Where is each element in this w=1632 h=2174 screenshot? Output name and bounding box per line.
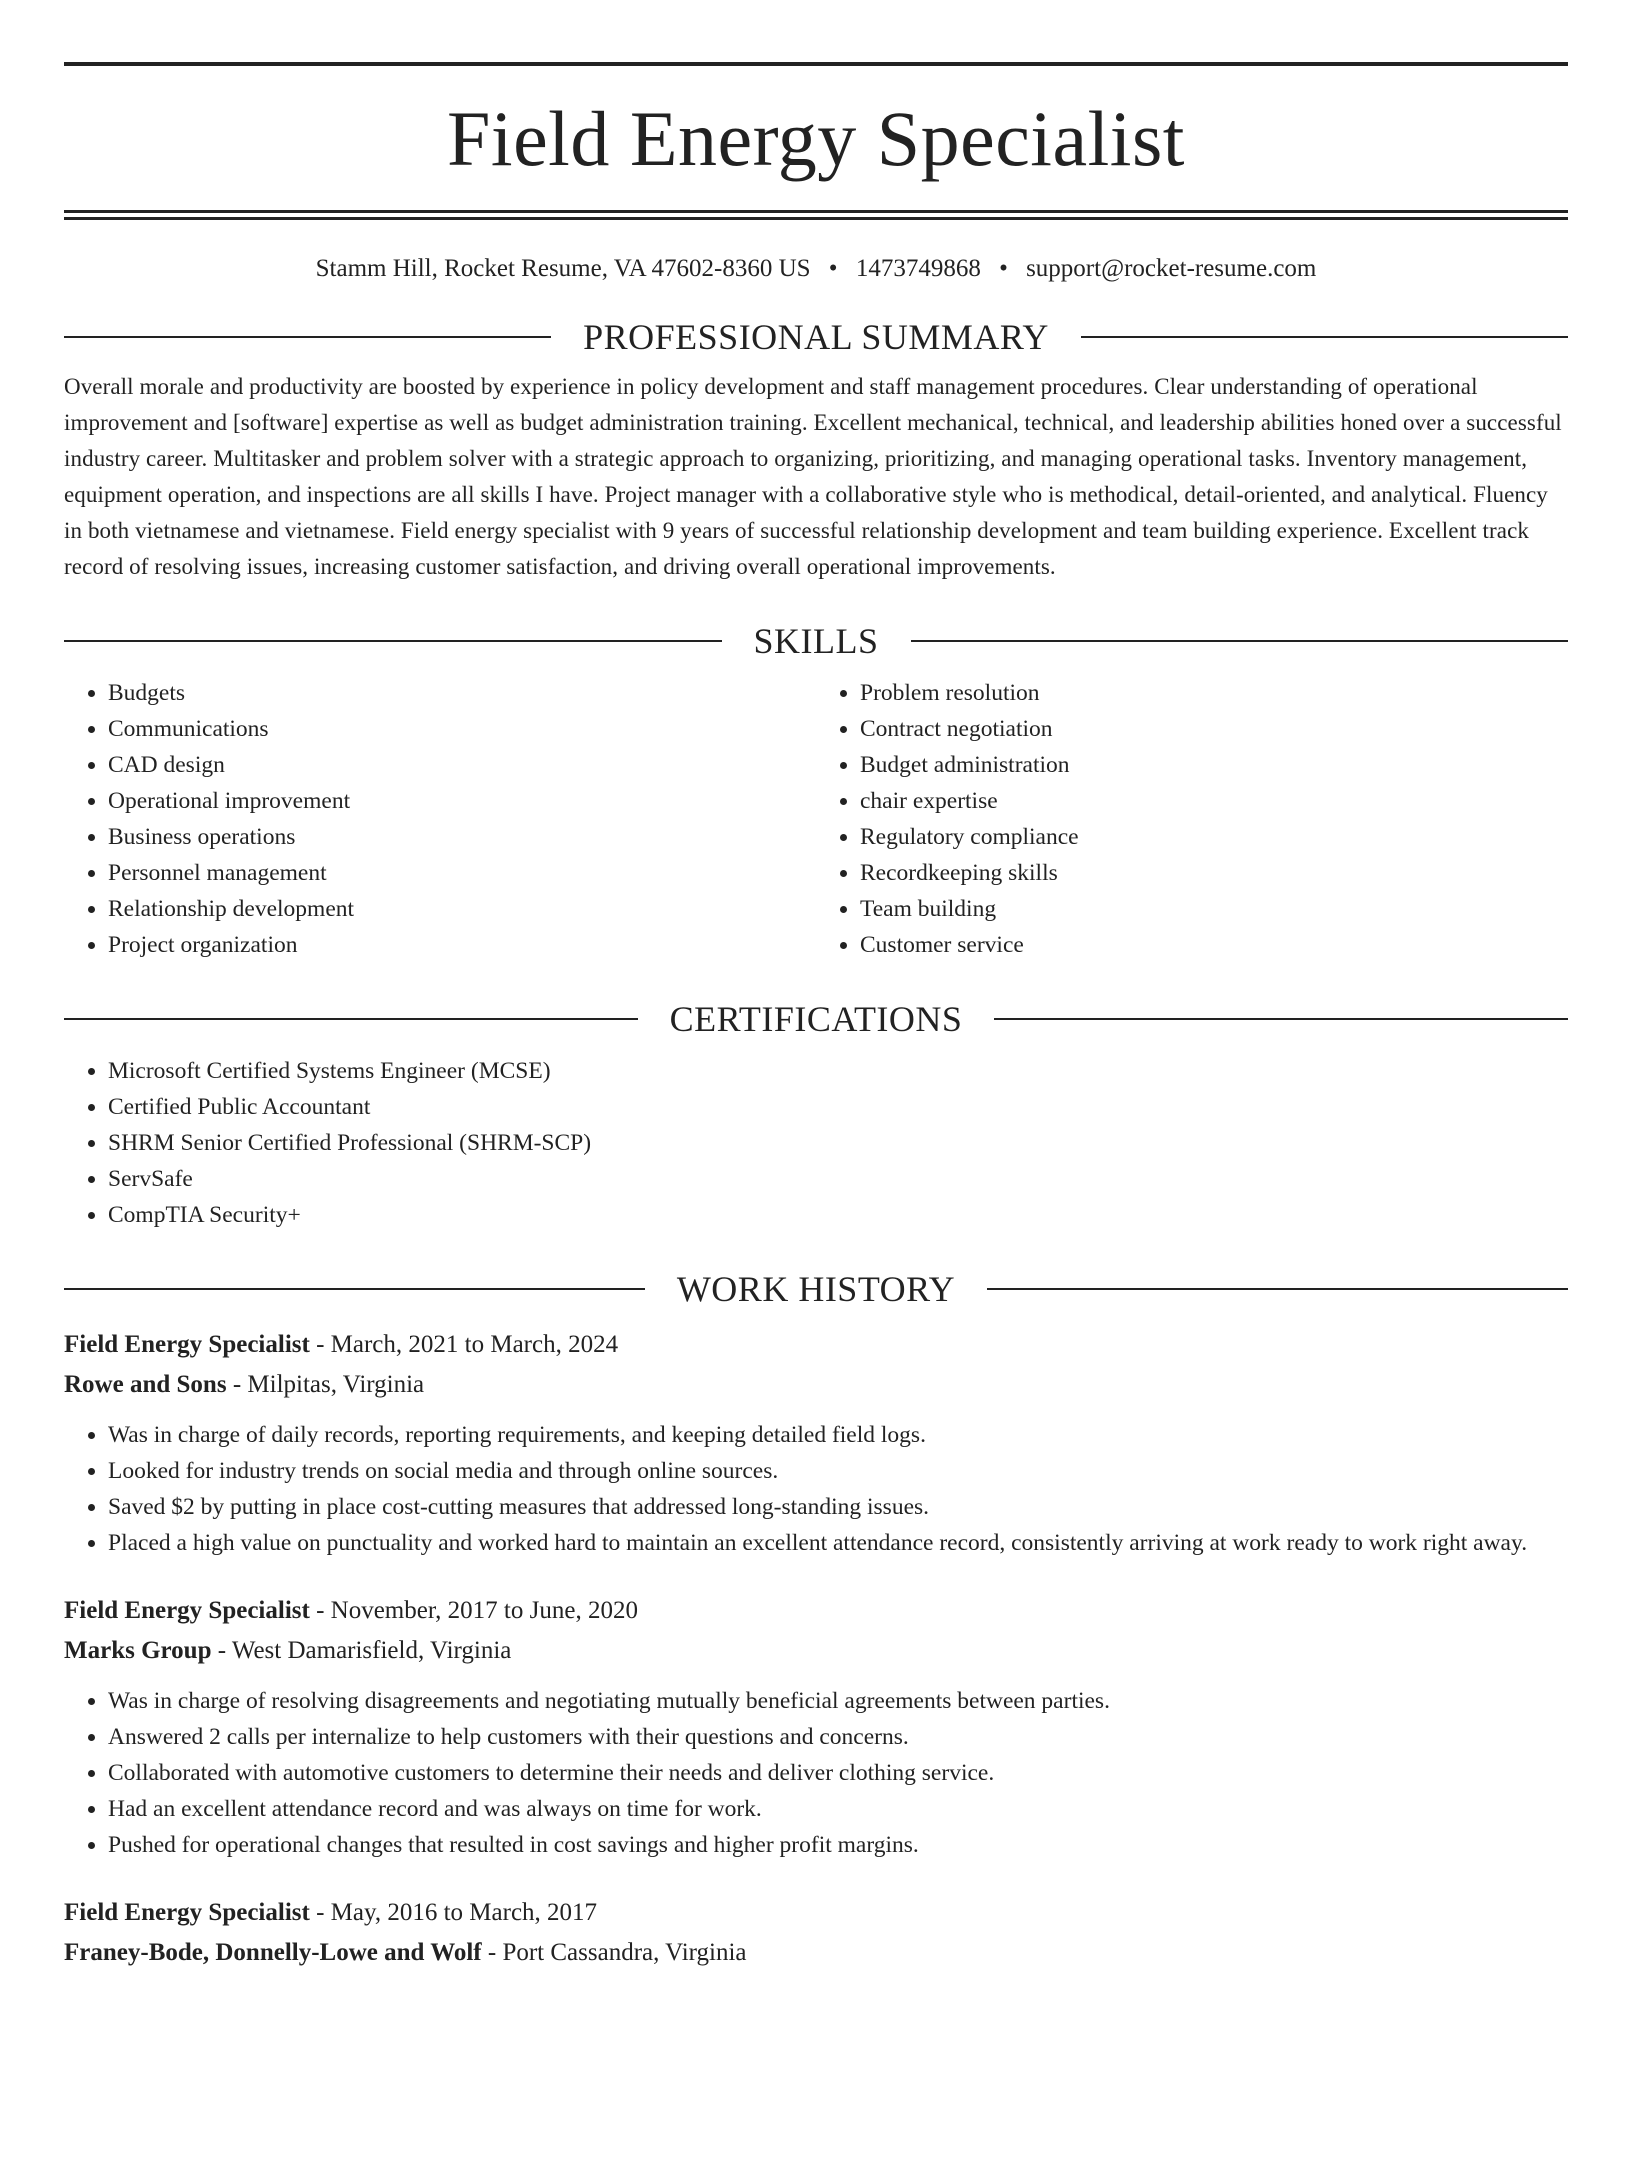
heading-rule-right bbox=[994, 1018, 1568, 1020]
job-duty-item: • Looked for industry trends on social media and through online sources. bbox=[108, 1453, 1568, 1489]
job-dates: - May, 2016 to March, 2017 bbox=[309, 1899, 598, 1926]
job-entry bbox=[64, 1893, 1568, 1973]
heading-rule-right bbox=[911, 640, 1569, 642]
certification-item: • Microsoft Certified Systems Engineer (MCSE) bbox=[108, 1053, 1568, 1089]
job-duty-item: • Had an excellent attendance record and was always on time for work. bbox=[108, 1791, 1568, 1827]
resume-title: Field Energy Specialist bbox=[447, 95, 1185, 182]
job-duty-item: • Was in charge of resolving disagreements and negotiating mutually beneficial agreements between parties. bbox=[108, 1683, 1568, 1719]
job-duty-item: • Placed a high value on punctuality and worked hard to maintain an excellent attendance record, consistently arriving at work ready to work right away. bbox=[108, 1525, 1568, 1561]
skills-list-left bbox=[64, 675, 816, 963]
skill-item: • Problem resolution bbox=[860, 675, 1568, 711]
job-location: - Milpitas, Virginia bbox=[226, 1371, 425, 1398]
heading-rule-left bbox=[64, 336, 551, 338]
job-company-line bbox=[64, 1365, 1568, 1405]
job-title-line bbox=[64, 1591, 1568, 1631]
job-duty-item: • Was in charge of daily records, reporting requirements, and keeping detailed field logs. bbox=[108, 1417, 1568, 1453]
certification-item: • CompTIA Security+ bbox=[108, 1197, 1568, 1233]
skill-item: • Team building bbox=[860, 891, 1568, 927]
job-company: Rowe and Sons bbox=[64, 1371, 227, 1398]
job-duties-list bbox=[64, 1683, 1568, 1863]
job-duty-item: • Saved $2 by putting in place cost-cutting measures that addressed long-standing issues. bbox=[108, 1489, 1568, 1525]
job-location: - West Damarisfield, Virginia bbox=[211, 1637, 512, 1664]
skills-list-right bbox=[816, 675, 1568, 963]
skill-item: • Business operations bbox=[108, 819, 816, 855]
heading-rule-right bbox=[987, 1288, 1568, 1290]
job-company: Marks Group bbox=[64, 1637, 212, 1664]
job-title-line bbox=[64, 1893, 1568, 1933]
work-history-list bbox=[64, 1325, 1568, 1973]
skills-columns bbox=[64, 659, 1568, 963]
skills-heading-label: SKILLS bbox=[753, 621, 879, 661]
certification-item: • Certified Public Accountant bbox=[108, 1089, 1568, 1125]
skill-item: • Recordkeeping skills bbox=[860, 855, 1568, 891]
job-title: Field Energy Specialist bbox=[64, 1331, 310, 1358]
skill-item: • Customer service bbox=[860, 927, 1568, 963]
job-company: Franey-Bode, Donnelly-Lowe and Wolf bbox=[64, 1939, 482, 1966]
certifications-heading bbox=[64, 1001, 1568, 1037]
contact-email: support@rocket-resume.com bbox=[1026, 255, 1317, 282]
heading-rule-right bbox=[1081, 336, 1568, 338]
summary-heading-label: PROFESSIONAL SUMMARY bbox=[583, 317, 1049, 357]
skill-item: • Project organization bbox=[108, 927, 816, 963]
job-duties-list bbox=[64, 1417, 1568, 1561]
title-double-rule bbox=[64, 210, 1568, 220]
contact-phone: 1473749868 bbox=[855, 255, 981, 282]
resume-page bbox=[0, 62, 1632, 2174]
heading-rule-left bbox=[64, 640, 722, 642]
contact-separator: • bbox=[999, 255, 1008, 282]
skill-item: • Relationship development bbox=[108, 891, 816, 927]
skill-item: • chair expertise bbox=[860, 783, 1568, 819]
job-duty-item: • Pushed for operational changes that resulted in cost savings and higher profit margins. bbox=[108, 1827, 1568, 1863]
skill-item: • Budgets bbox=[108, 675, 816, 711]
job-company-line bbox=[64, 1933, 1568, 1973]
job-duty-item: • Collaborated with automotive customers to determine their needs and deliver clothing service. bbox=[108, 1755, 1568, 1791]
skills-heading bbox=[64, 623, 1568, 659]
top-rule bbox=[64, 62, 1568, 66]
skill-item: • Budget administration bbox=[860, 747, 1568, 783]
skill-item: • Communications bbox=[108, 711, 816, 747]
certifications-list bbox=[64, 1053, 1568, 1233]
job-company-line bbox=[64, 1631, 1568, 1671]
skill-item: • Personnel management bbox=[108, 855, 816, 891]
contact-line bbox=[64, 256, 1568, 281]
job-dates: - November, 2017 to June, 2020 bbox=[309, 1597, 638, 1624]
job-entry bbox=[64, 1325, 1568, 1561]
job-entry bbox=[64, 1591, 1568, 1863]
skill-item: • Regulatory compliance bbox=[860, 819, 1568, 855]
certification-item: • SHRM Senior Certified Professional (SHRM-SCP) bbox=[108, 1125, 1568, 1161]
skill-item: • CAD design bbox=[108, 747, 816, 783]
contact-separator: • bbox=[828, 255, 838, 282]
job-dates: - March, 2021 to March, 2024 bbox=[309, 1331, 619, 1358]
heading-rule-left bbox=[64, 1288, 645, 1290]
heading-rule-left bbox=[64, 1018, 638, 1020]
job-title: Field Energy Specialist bbox=[64, 1597, 310, 1624]
summary-text: Overall morale and productivity are boosted by experience in policy development and staff management procedures. Clear understanding of operational improvement and [software] expertise as well as budget administration training. Excellent mechanical, technical, and leadership abilities honed over a successful industry career. Multitasker and problem solver with a strategic approach to organizing, prioritizing, and managing operational tasks. Inventory management, equipment operation, and inspections are all skills I have. Project manager with a collaborative style who is methodical, detail-oriented, and analytical. Fluency in both vietnamese and vietnamese. Field energy specialist with 9 years of successful relationship development and team building experience. Excellent track record of resolving issues, increasing customer satisfaction, and driving overall operational improvements. bbox=[64, 374, 1562, 579]
job-location: - Port Cassandra, Virginia bbox=[481, 1939, 747, 1966]
contact-address: Stamm Hill, Rocket Resume, VA 47602-8360 US bbox=[315, 255, 811, 282]
certifications-heading-label: CERTIFICATIONS bbox=[669, 999, 963, 1039]
job-duty-item: • Answered 2 calls per internalize to help customers with their questions and concerns. bbox=[108, 1719, 1568, 1755]
skill-item: • Operational improvement bbox=[108, 783, 816, 819]
work-history-heading-label: WORK HISTORY bbox=[676, 1269, 956, 1309]
summary-heading bbox=[64, 319, 1568, 355]
work-history-heading bbox=[64, 1271, 1568, 1307]
certification-item: • ServSafe bbox=[108, 1161, 1568, 1197]
skill-item: • Contract negotiation bbox=[860, 711, 1568, 747]
job-title-line bbox=[64, 1325, 1568, 1365]
job-title: Field Energy Specialist bbox=[64, 1899, 310, 1926]
